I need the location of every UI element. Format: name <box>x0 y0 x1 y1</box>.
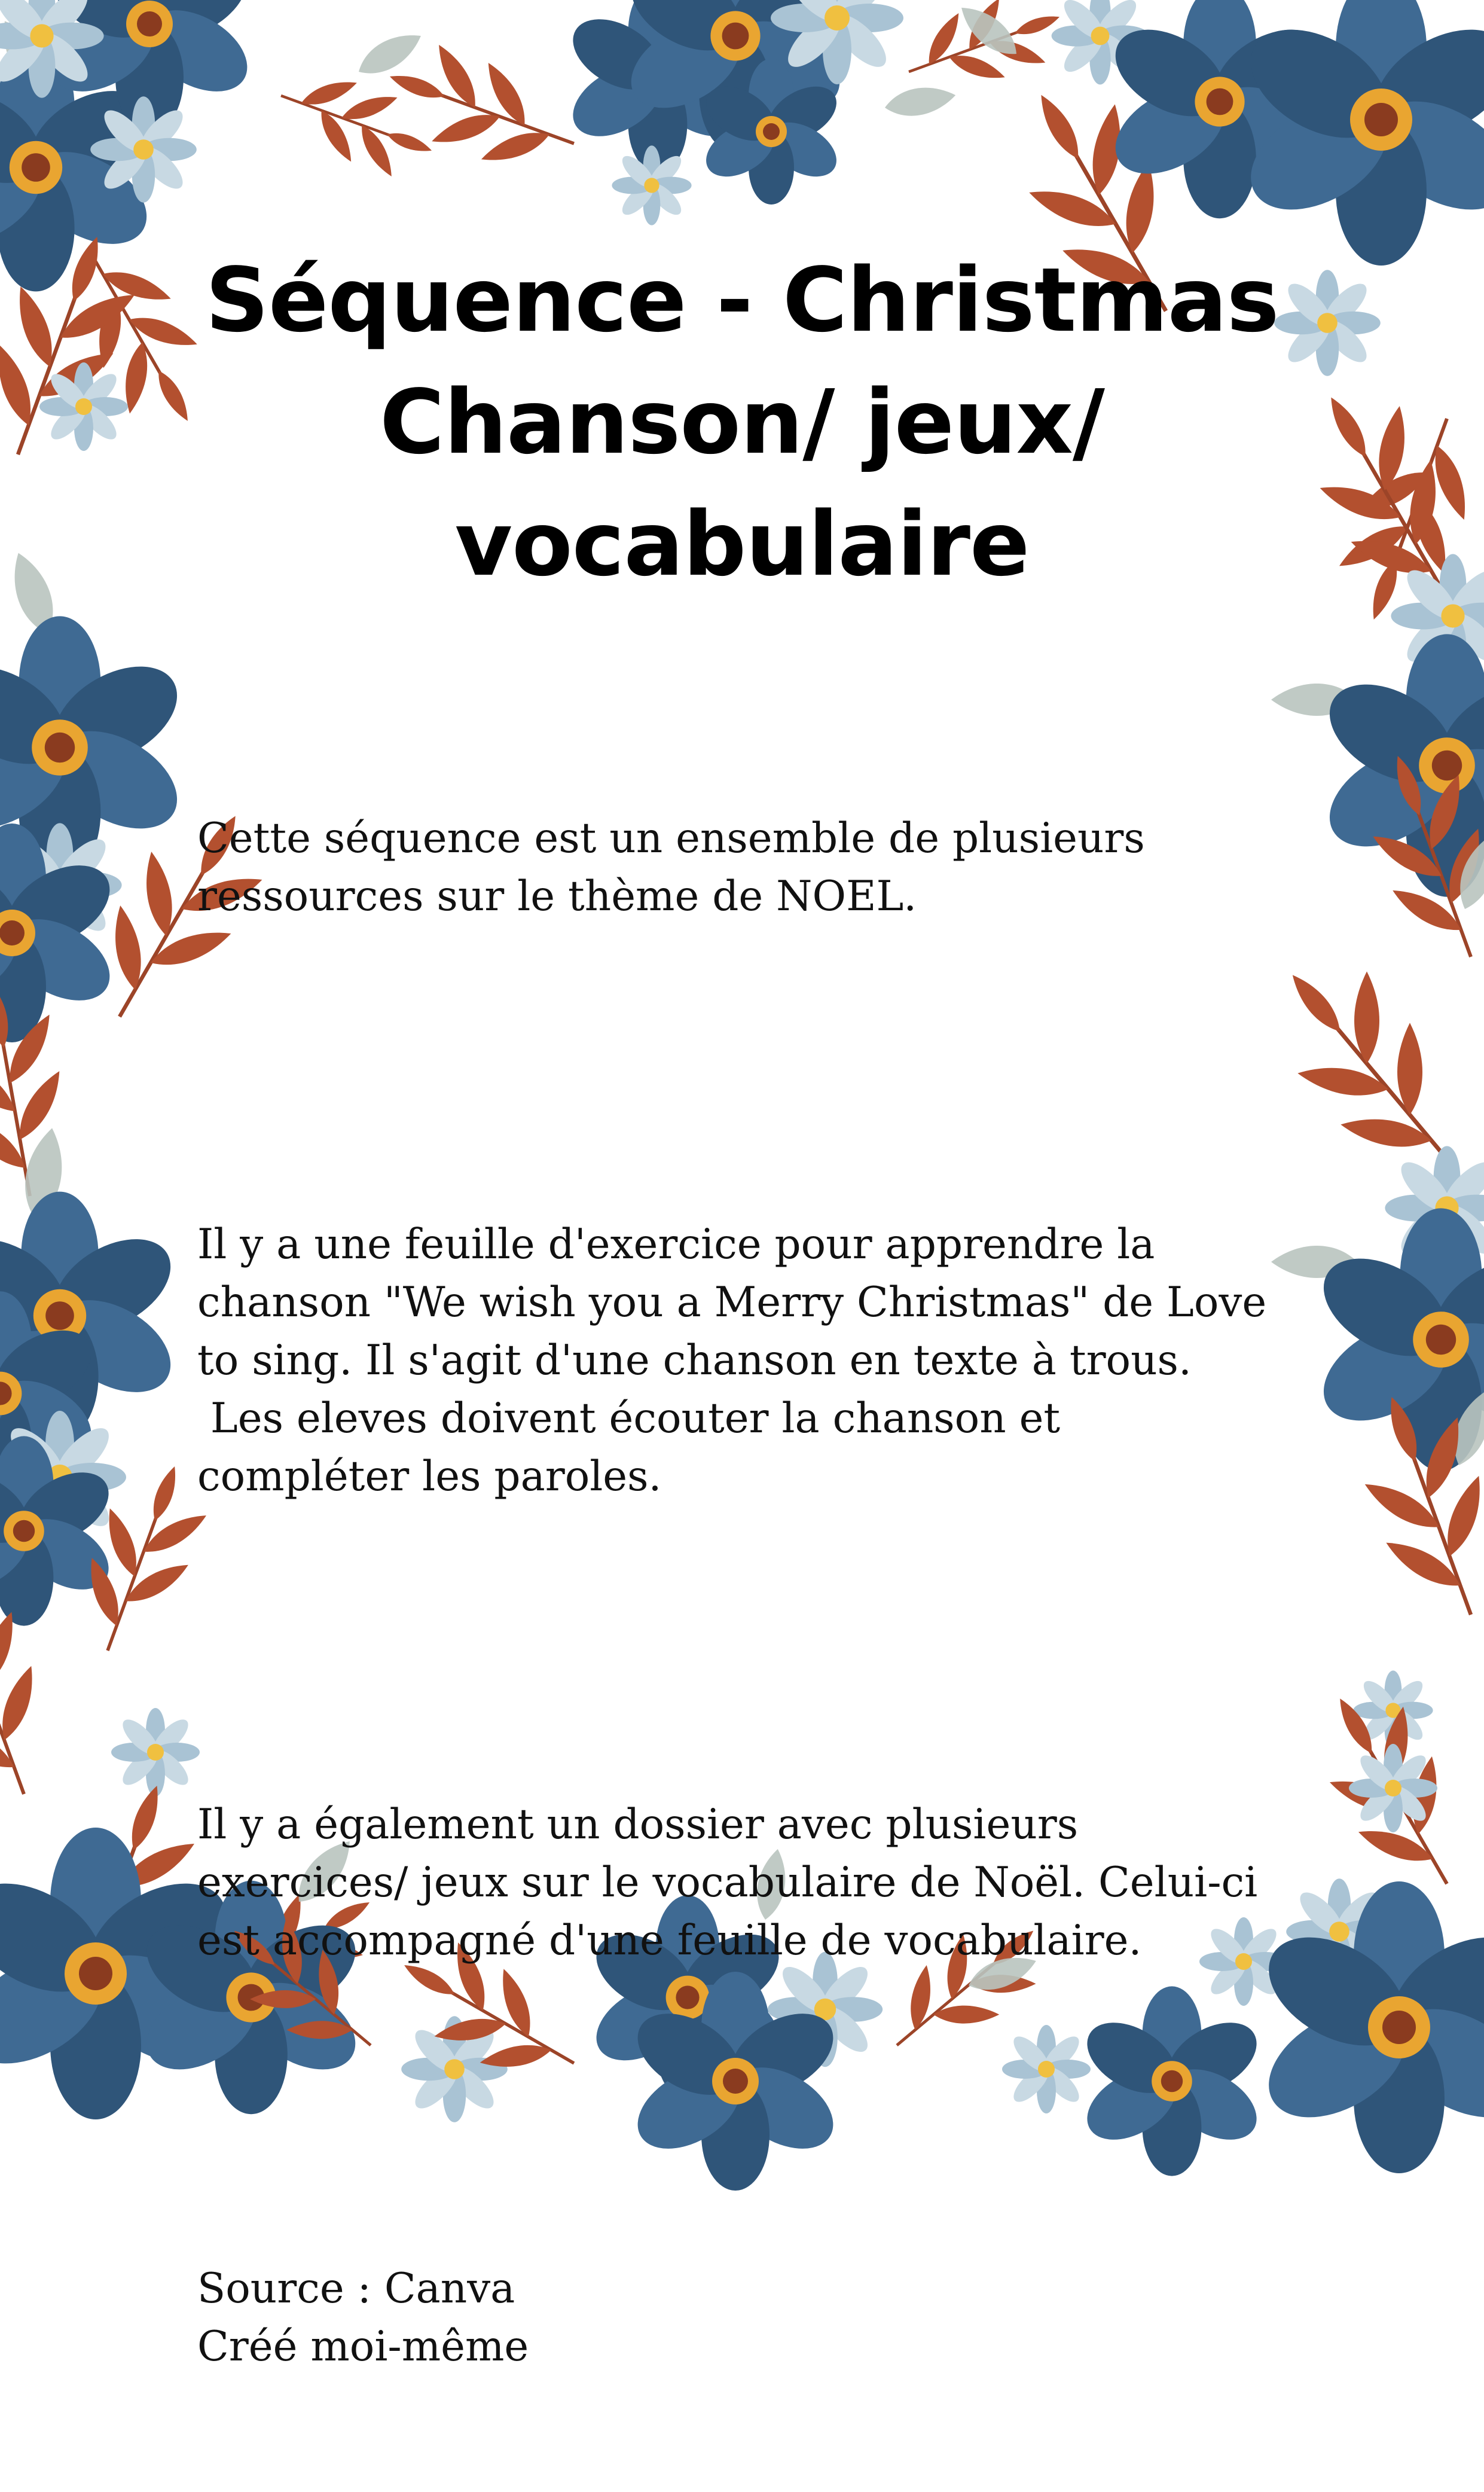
paragraph-song <box>197 1100 1333 1622</box>
text-line: Cette séquence est un ensemble de plusieurs <box>197 815 1145 862</box>
source-line: Source : Canva <box>197 2265 515 2313</box>
author-line: Créé moi-même <box>197 2323 529 2371</box>
text-line: est accompagné d'une feuille de vocabulaire. <box>197 1917 1142 1965</box>
text-line: Il y a une feuille d'exercice pour apprendre la <box>197 1221 1155 1268</box>
text-line: compléter les paroles. <box>197 1453 662 1500</box>
text-line: chanson "We wish you a Merry Christmas" de Love <box>197 1279 1267 1326</box>
title-line-2: Chanson/ jeux/ <box>380 371 1104 474</box>
text-line: to sing. Il s'agit d'une chanson en texte à trous. <box>197 1337 1192 1384</box>
paragraph-intro <box>197 694 1333 1042</box>
source-credit <box>197 2144 1333 2492</box>
title-line-1: Séquence - Christmas <box>205 249 1279 352</box>
text-line: Il y a également un dossier avec plusieurs <box>197 1801 1079 1849</box>
text-line: exercices/ jeux sur le vocabulaire de Noël. Celui-ci <box>197 1859 1258 1907</box>
text-line: ressources sur le thème de NOEL. <box>197 873 917 920</box>
title-line-3: vocabulaire <box>454 493 1030 596</box>
text-line: Les eleves doivent écouter la chanson et <box>197 1395 1061 1442</box>
paragraph-vocabulary <box>197 1680 1333 2086</box>
document-body <box>197 694 1333 2492</box>
document-title <box>179 239 1305 605</box>
